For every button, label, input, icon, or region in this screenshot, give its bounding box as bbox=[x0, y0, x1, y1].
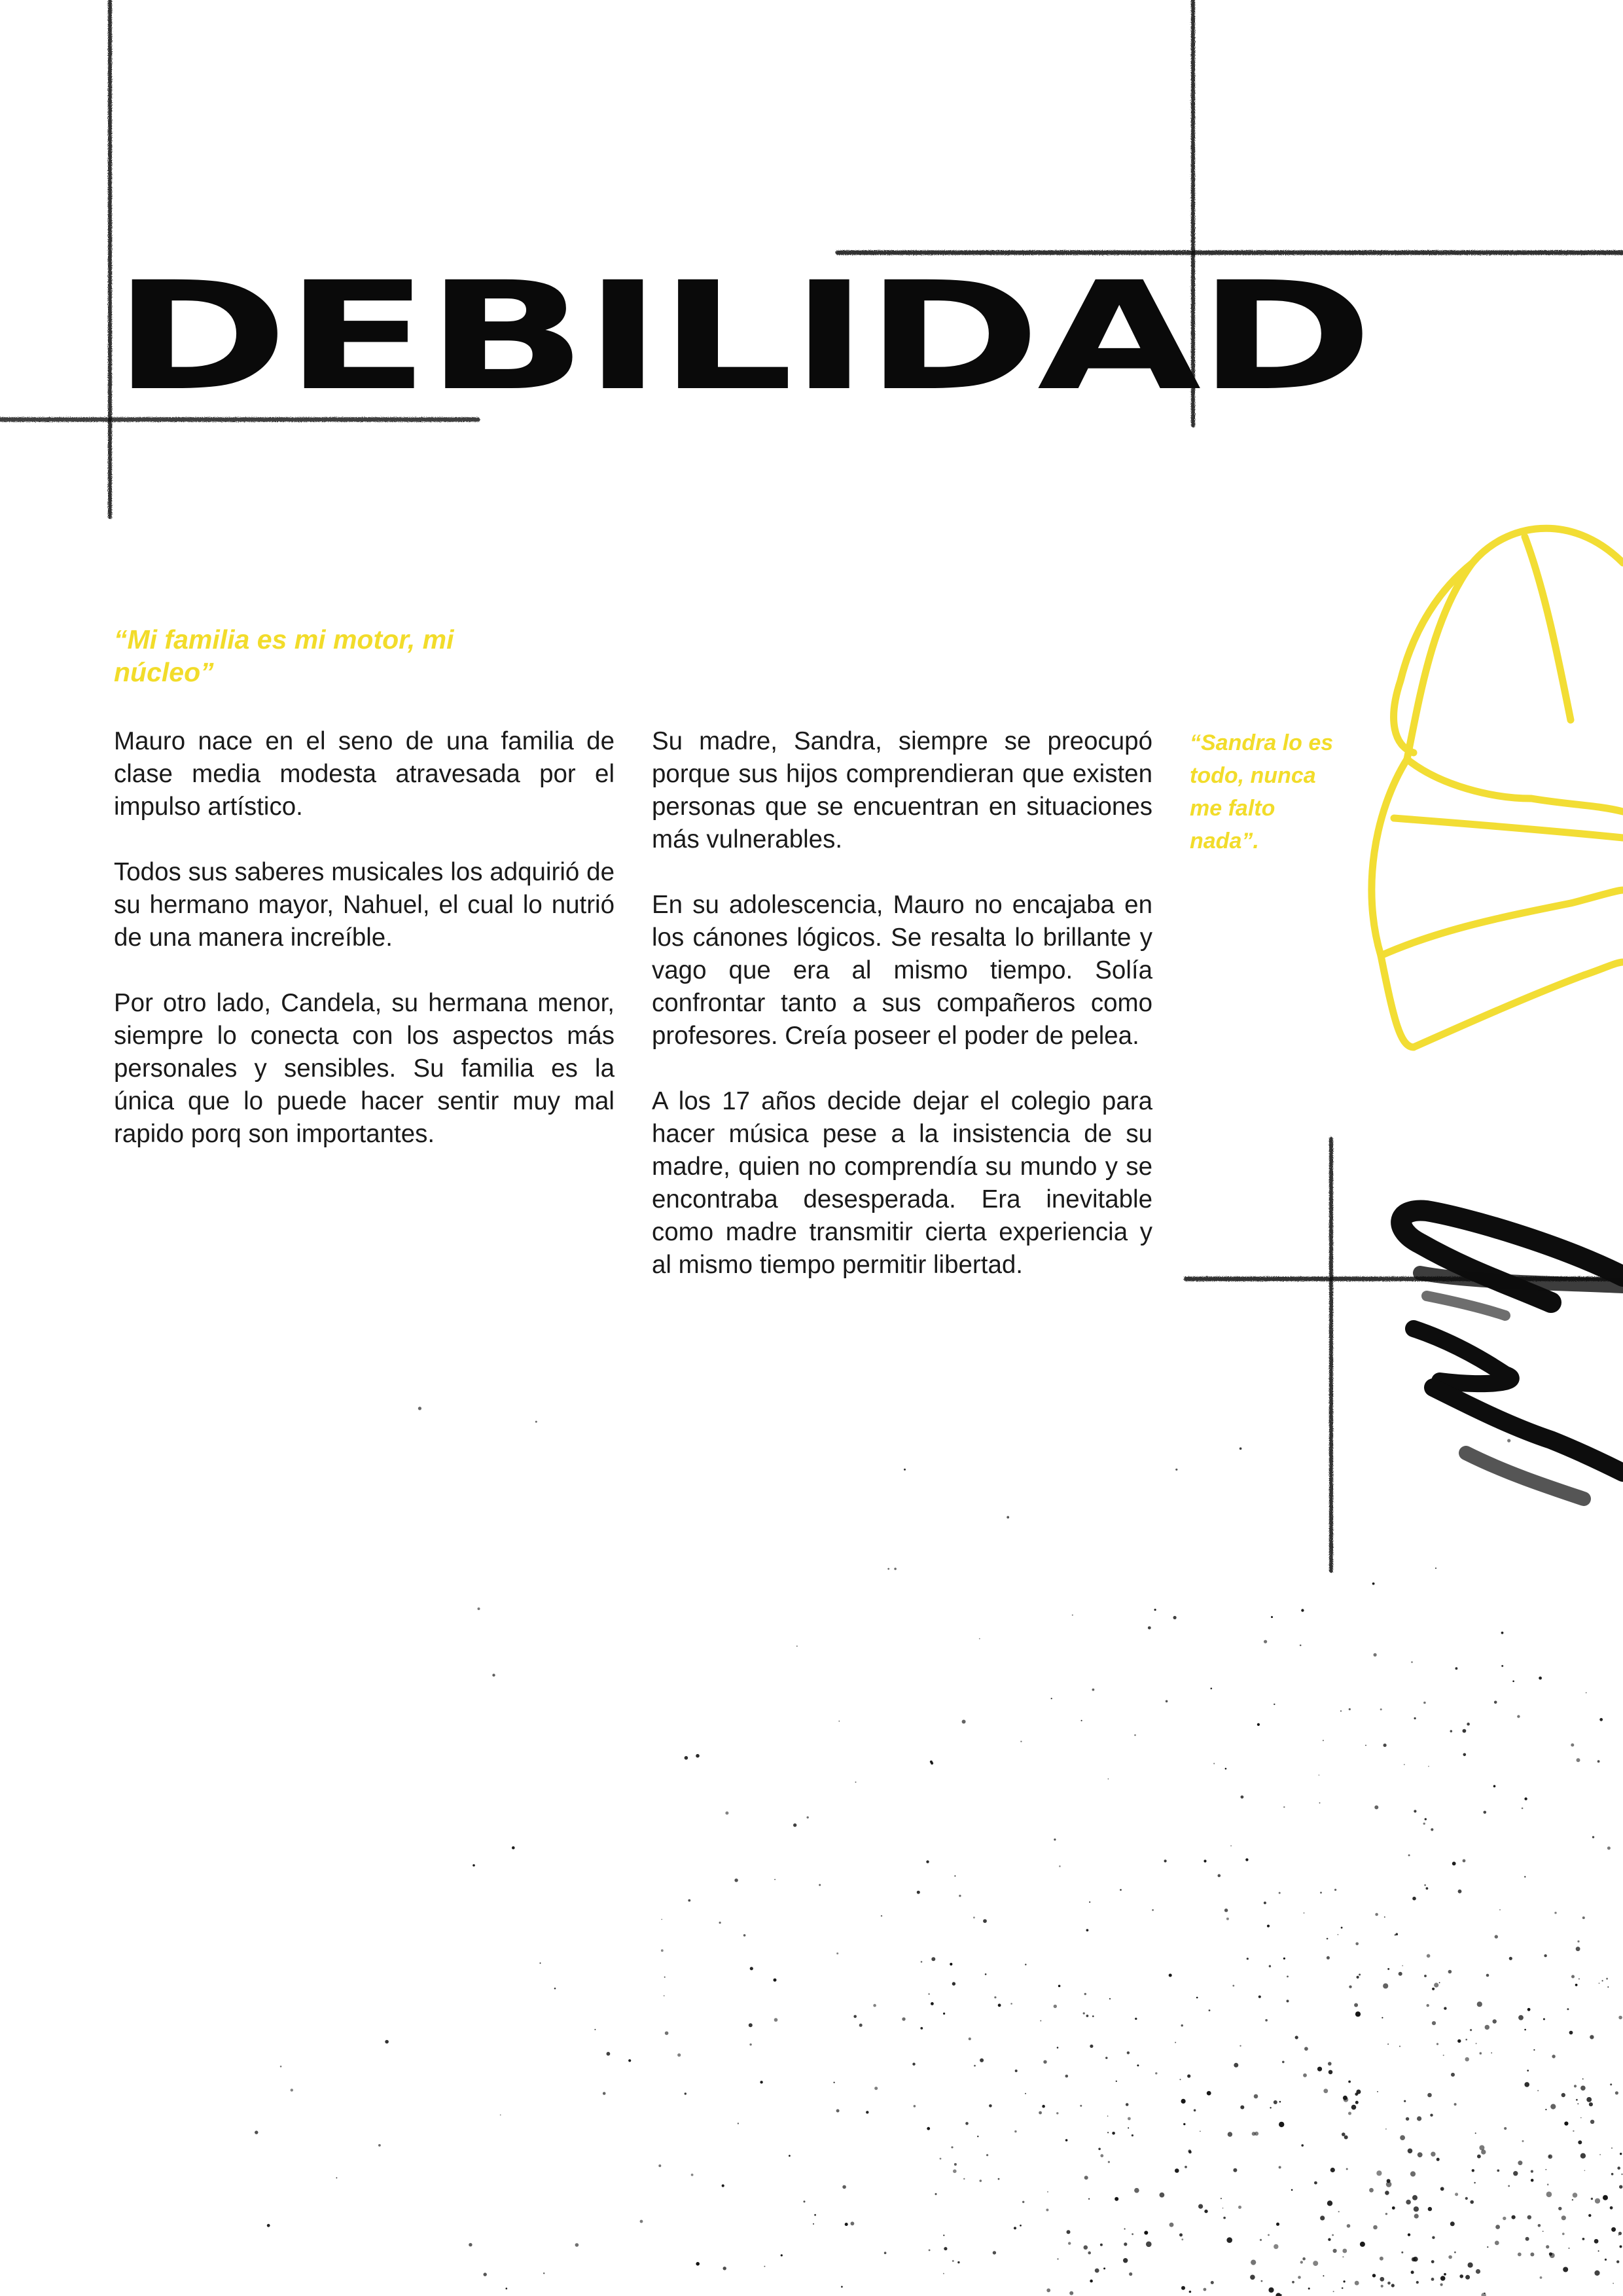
paragraph: Todos sus saberes musicales los adquirió de su hermano mayor, Nahuel, el cual lo nutrió de una manera increíble. bbox=[114, 858, 615, 952]
paragraph: Por otro lado, Candela, su hermana menor, siempre lo conecta con los aspectos más personales y sensibles. Su familia es la única que lo puede hacer sentir muy mal rapido porq son importantes. bbox=[114, 989, 615, 1148]
left-text-column bbox=[114, 725, 615, 1183]
paragraph: Mauro nace en el seno de una familia de clase media modesta atravesada por el impulso artístico. bbox=[114, 727, 615, 821]
paragraph: Su madre, Sandra, siempre se preocupó porque sus hijos comprendieran que existen personas que se encuentran en situaciones más vulnerables. bbox=[652, 727, 1152, 853]
paragraph: A los 17 años decide dejar el colegio para hacer música pese a la insistencia de su madre, quien no comprendía su mundo y se encontraba desesperada. Era inevitable como madre transmitir cierta experiencia y al mismo tiempo permitir libertad. bbox=[652, 1087, 1152, 1279]
middle-text-column bbox=[652, 725, 1152, 1314]
pull-quote: “Mi familia es mi motor, mi núcleo” bbox=[114, 624, 454, 687]
side-quote: “Sandra lo es todo, nunca me falto nada”. bbox=[1190, 730, 1334, 853]
paragraph: En su adolescencia, Mauro no encajaba en los cánones lógicos. Se resalta lo brillante y vago que era al mismo tiempo. Solía confrontar tanto a sus compañeros como profesores. Creía poseer el poder de pelea. bbox=[652, 891, 1152, 1050]
page-title: DEBILIDAD bbox=[113, 249, 1370, 423]
